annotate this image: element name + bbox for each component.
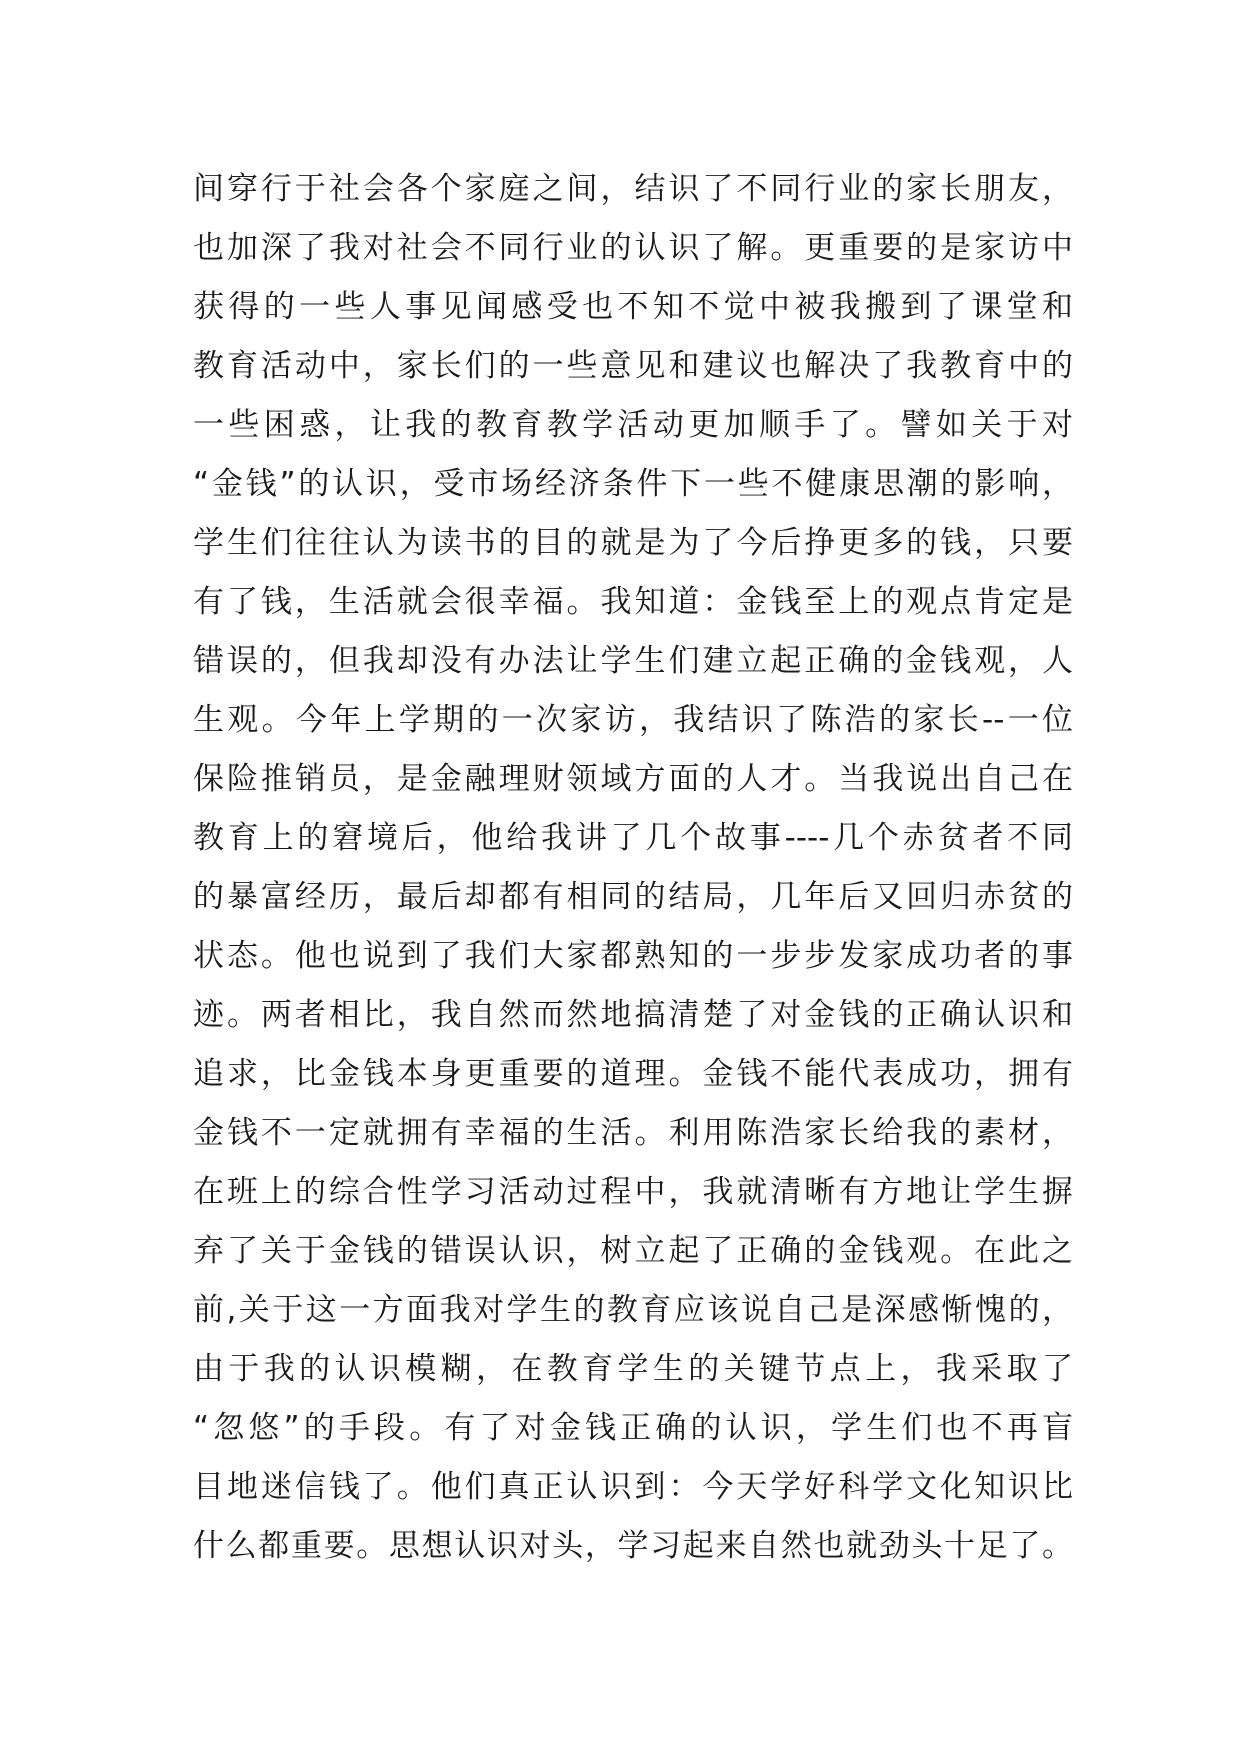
paragraph-line: “忽悠”的手段。有了对金钱正确的认识，学生们也不再盲 bbox=[193, 1410, 1073, 1446]
paragraph-line: 有了钱，生活就会很幸福。我知道：金钱至上的观点肯定是 bbox=[193, 584, 1073, 620]
paragraph-line: 错误的，但我却没有办法让学生们建立起正确的金钱观，人 bbox=[193, 643, 1073, 679]
paragraph-line: “金钱”的认识，受市场经济条件下一些不健康思潮的影响， bbox=[193, 466, 1073, 502]
paragraph-line: 教育上的窘境后，他给我讲了几个故事----几个赤贫者不同 bbox=[193, 820, 1073, 856]
paragraph-line: 保险推销员，是金融理财领域方面的人才。当我说出自己在 bbox=[193, 761, 1073, 797]
paragraph-line: 什么都重要。思想认识对头，学习起来自然也就劲头十足了。 bbox=[193, 1528, 1073, 1564]
paragraph-line: 金钱不一定就拥有幸福的生活。利用陈浩家长给我的素材， bbox=[193, 1115, 1073, 1151]
paragraph-line: 间穿行于社会各个家庭之间，结识了不同行业的家长朋友， bbox=[193, 171, 1073, 207]
paragraph-line: 前,关于这一方面我对学生的教育应该说自己是深感惭愧的， bbox=[193, 1292, 1073, 1328]
paragraph-line: 一些困惑，让我的教育教学活动更加顺手了。譬如关于对 bbox=[193, 407, 1073, 443]
paragraph-line: 学生们往往认为读书的目的就是为了今后挣更多的钱，只要 bbox=[193, 525, 1073, 561]
paragraph-line: 由于我的认识模糊，在教育学生的关键节点上，我采取了 bbox=[193, 1351, 1073, 1387]
paragraph-line: 教育活动中，家长们的一些意见和建议也解决了我教育中的 bbox=[193, 348, 1073, 384]
paragraph-line: 状态。他也说到了我们大家都熟知的一步步发家成功者的事 bbox=[193, 938, 1073, 974]
paragraph-line: 迹。两者相比，我自然而然地搞清楚了对金钱的正确认识和 bbox=[193, 997, 1073, 1033]
paragraph-line: 追求，比金钱本身更重要的道理。金钱不能代表成功，拥有 bbox=[193, 1056, 1073, 1092]
paragraph-line: 获得的一些人事见闻感受也不知不觉中被我搬到了课堂和 bbox=[193, 289, 1073, 325]
body-paragraph bbox=[193, 160, 1073, 1576]
paragraph-line: 的暴富经历，最后却都有相同的结局，几年后又回归赤贫的 bbox=[193, 879, 1073, 915]
paragraph-line: 目地迷信钱了。他们真正认识到：今天学好科学文化知识比 bbox=[193, 1469, 1073, 1505]
paragraph-line: 也加深了我对社会不同行业的认识了解。更重要的是家访中 bbox=[193, 230, 1073, 266]
paragraph-line: 在班上的综合性学习活动过程中，我就清晰有方地让学生摒 bbox=[193, 1174, 1073, 1210]
paragraph-line: 弃了关于金钱的错误认识，树立起了正确的金钱观。在此之 bbox=[193, 1233, 1073, 1269]
paragraph-line: 生观。今年上学期的一次家访，我结识了陈浩的家长--一位 bbox=[193, 702, 1073, 738]
